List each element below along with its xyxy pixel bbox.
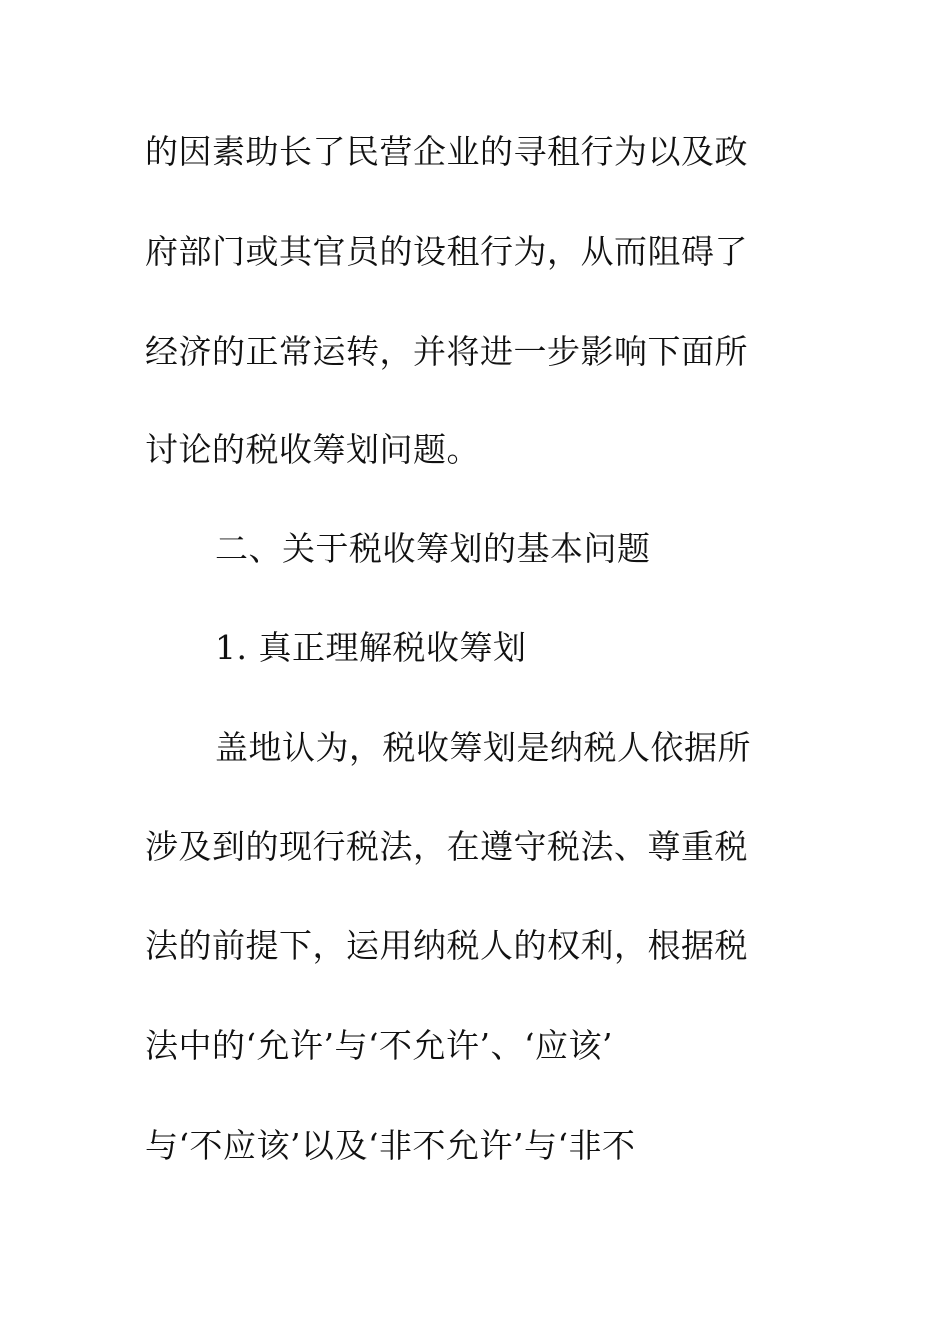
section-heading: 二、关于税收筹划的基本问题 [215,529,651,568]
text-line: 与‘不应该’以及‘非不允许’与‘非不 [145,1126,636,1165]
text-line: 盖地认为，税收筹划是纳税人依据所 [215,728,751,767]
subsection-heading: 1. 真正理解税收筹划 [215,628,527,667]
text-line: 法的前提下，运用纳税人的权利，根据税 [145,926,748,965]
text-line: 的因素助长了民营企业的寻租行为以及政 [145,132,748,171]
text-line: 府部门或其官员的设租行为，从而阻碍了 [145,232,748,271]
text-line: 经济的正常运转，并将进一步影响下面所 [145,332,748,371]
text-line: 讨论的税收筹划问题。 [145,430,480,469]
text-line: 涉及到的现行税法，在遵守税法、尊重税 [145,827,748,866]
text-line: 法中的‘允许’与‘不允许’、‘应该’ [145,1026,613,1065]
